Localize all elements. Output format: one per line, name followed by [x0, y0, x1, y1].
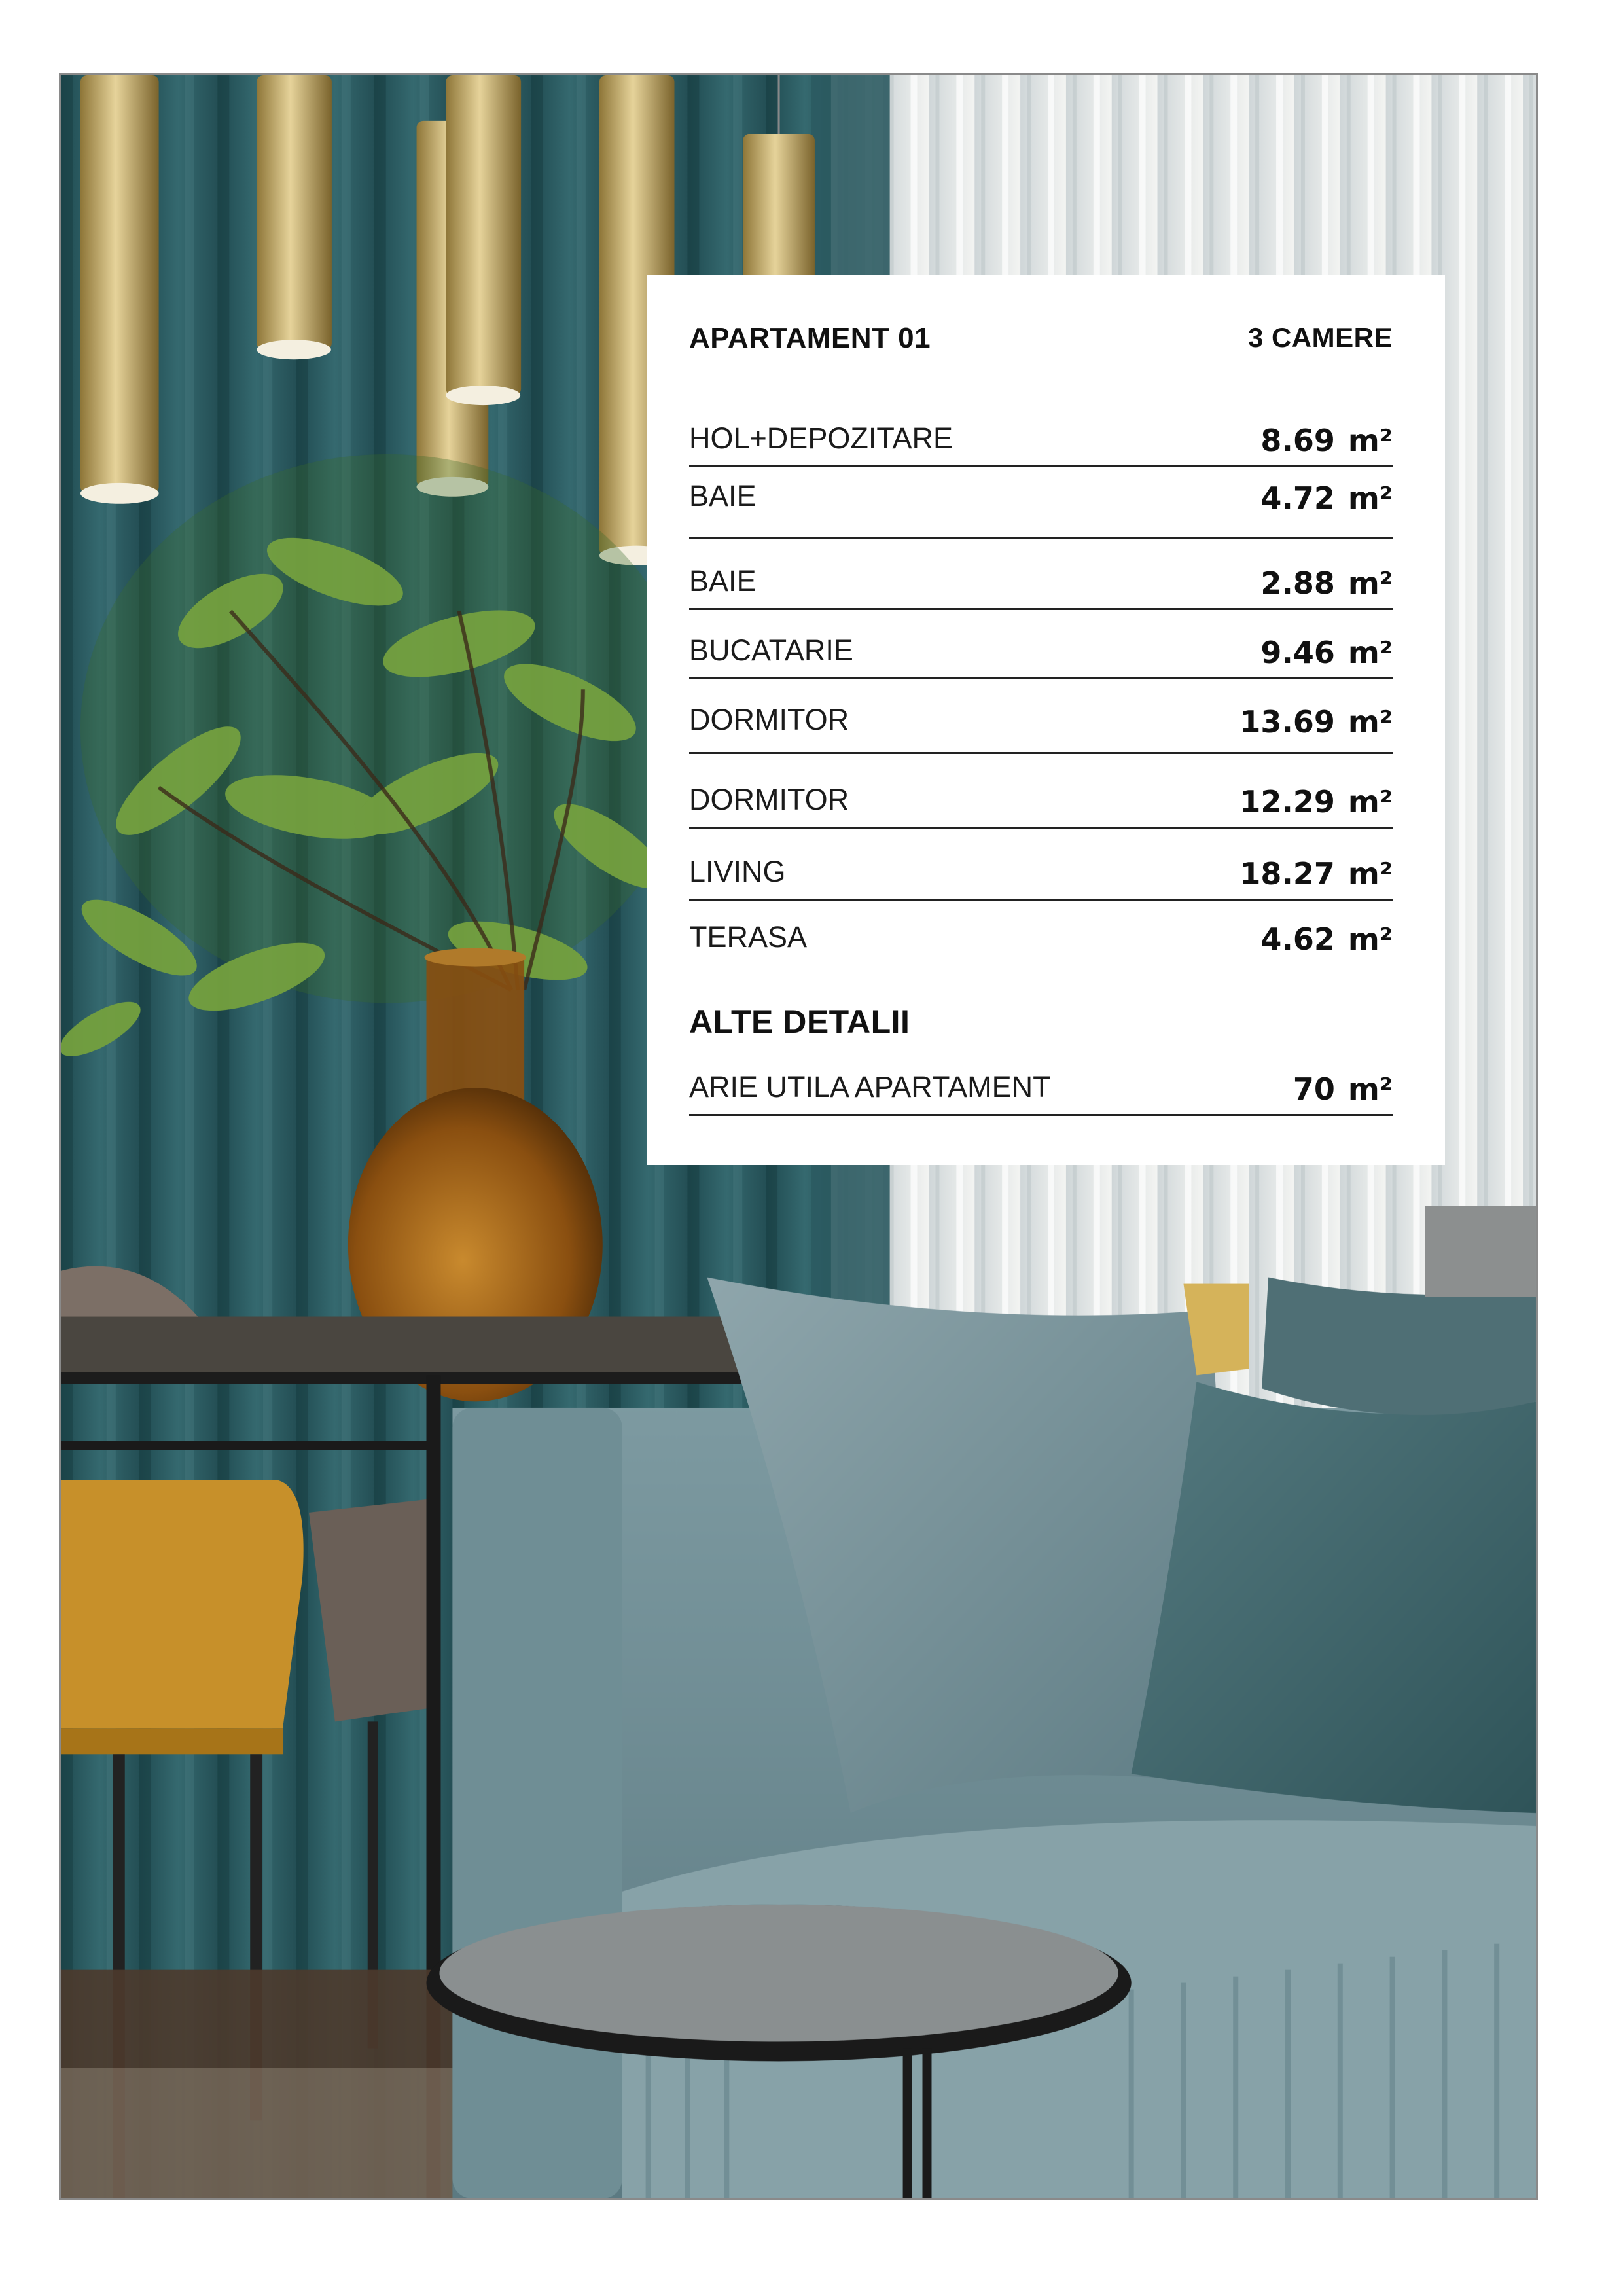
room-name: LIVING: [689, 855, 786, 888]
room-area: 12.29 m²: [1239, 784, 1393, 819]
room-name: DORMITOR: [689, 703, 849, 736]
room-row: [689, 754, 1393, 829]
room-row: [689, 679, 1393, 754]
room-area: 4.72 m²: [1260, 480, 1393, 516]
room-name: HOL+DEPOZITARE: [689, 422, 953, 455]
room-row: [689, 610, 1393, 679]
detail-area: 70 m²: [1292, 1071, 1393, 1107]
room-row: [689, 539, 1393, 610]
room-name: DORMITOR: [689, 783, 849, 816]
room-area: 2.88 m²: [1260, 565, 1393, 601]
room-area: 8.69 m²: [1260, 423, 1393, 458]
room-area: 13.69 m²: [1239, 704, 1393, 740]
row-divider: [689, 1114, 1393, 1116]
room-row: [689, 399, 1393, 467]
room-name: TERASA: [689, 920, 808, 954]
room-area: 9.46 m²: [1260, 635, 1393, 670]
card-header: [689, 322, 1393, 361]
room-name: BAIE: [689, 564, 757, 598]
room-area: 18.27 m²: [1239, 856, 1393, 891]
rooms-count: 3 CAMERE: [1247, 322, 1393, 353]
detail-name: ARIE UTILA APARTAMENT: [689, 1070, 1051, 1103]
details-row: [689, 1044, 1393, 1116]
room-name: BUCATARIE: [689, 634, 853, 667]
room-row: [689, 829, 1393, 901]
apartment-info-card: [647, 275, 1445, 1165]
room-area: 4.62 m²: [1260, 922, 1393, 957]
room-row: [689, 901, 1393, 966]
details-section: [689, 1003, 1393, 1042]
room-row: [689, 467, 1393, 539]
room-name: BAIE: [689, 479, 757, 512]
details-title: ALTE DETALII: [689, 1003, 910, 1040]
apartment-title: APARTAMENT 01: [689, 322, 931, 354]
